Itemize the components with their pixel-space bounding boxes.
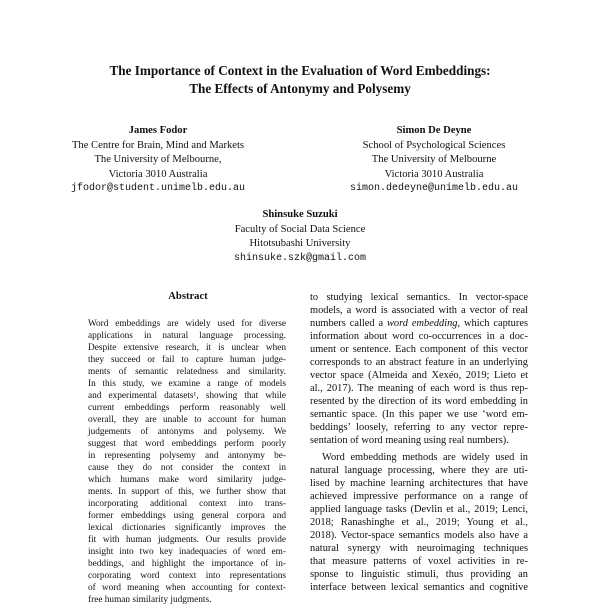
author-affiliation: The University of Melbourne bbox=[371, 154, 497, 166]
author-block-de-deyne bbox=[300, 124, 568, 197]
body-line: natural language processing, where they are uti- bbox=[310, 465, 528, 476]
abstract-line: ments. In support of this, we further show that bbox=[88, 487, 286, 497]
abstract-line: judgements of antonyms and polysemy. We bbox=[88, 427, 286, 437]
body-line: that measure patterns of voxel activities in re- bbox=[310, 556, 528, 567]
abstract-line: former embeddings using general corpora and bbox=[88, 511, 286, 521]
body-line: 2018). Vector-space semantics models also have a bbox=[310, 530, 528, 541]
abstract-line: they succeed or fail to capture human judge- bbox=[88, 355, 286, 365]
abstract-line: suggest that word embeddings perform poorly bbox=[88, 439, 286, 449]
body-line: natural synergy with neuroimaging techniques bbox=[310, 543, 528, 554]
author-name: James Fodor bbox=[128, 125, 188, 136]
abstract-line: ments of semantic relatedness and similarity. bbox=[88, 367, 286, 377]
body-line: 2018; Ranashinghe et al., 2019; Young et al., bbox=[310, 517, 528, 528]
author-block-fodor bbox=[20, 124, 296, 197]
body-line: vector space (Almeida and Xexéo, 2019; Lieto et bbox=[310, 370, 528, 381]
abstract-line: Despite extensive research, it is unclear when bbox=[88, 343, 286, 353]
author-affiliation: Victoria 3010 Australia bbox=[384, 168, 484, 180]
abstract-line: Word embeddings are widely used for diverse bbox=[88, 319, 286, 329]
body-line: achieved impressive performance on a range of bbox=[310, 491, 528, 502]
abstract-line: fit with human judgments. Our results provide bbox=[88, 535, 286, 545]
body-line: semantic space. (In this paper we use ‘word em- bbox=[310, 409, 528, 420]
body-line: information about word co-occurrences in a doc- bbox=[310, 331, 528, 342]
author-block-suzuki bbox=[150, 208, 450, 266]
body-line: sentation of word meaning using real numbers). bbox=[310, 435, 509, 446]
author-affiliation: The University of Melbourne, bbox=[94, 154, 222, 166]
title-line-1: The Importance of Context in the Evaluation of Word Embeddings: bbox=[109, 63, 491, 78]
body-line: ument or sentence. Each component of this vector bbox=[310, 344, 528, 355]
abstract-line: which humans make word similarity judge- bbox=[88, 475, 286, 485]
abstract-line: beddings, and highlight the importance of in- bbox=[88, 559, 286, 569]
author-affiliation: Hitotsubashi University bbox=[249, 238, 351, 250]
abstract-line: insight into two key inadequacies of word em- bbox=[88, 547, 286, 557]
author-name: Simon De Deyne bbox=[396, 125, 472, 136]
author-email[interactable]: simon.dedeyne@unimelb.edu.au bbox=[349, 183, 519, 195]
term-word-embedding: word embedding bbox=[387, 318, 458, 329]
author-email[interactable]: jfodor@student.unimelb.edu.au bbox=[70, 183, 246, 195]
abstract-line: free human similarity judgments. bbox=[88, 595, 212, 605]
abstract-line: in representing polysemy and antonymy be- bbox=[88, 451, 286, 461]
body-line: sponse to linguistic stimuli, thus providing an bbox=[310, 569, 528, 580]
abstract-line: and experimental datasets¹, showing that while bbox=[88, 391, 286, 401]
author-affiliation: The Centre for Brain, Mind and Markets bbox=[71, 139, 245, 151]
abstract-line: cause they do not consider the context in bbox=[88, 463, 286, 473]
abstract-line: current embeddings perform reasonably well bbox=[88, 403, 286, 413]
body-line: corresponds to an abstract feature in an underlying bbox=[310, 357, 528, 368]
body-line: Word embedding methods are widely used in bbox=[322, 452, 528, 463]
abstract-line: applications in natural language processing. bbox=[88, 331, 286, 341]
abstract-line: In this study, we examine a range of models bbox=[88, 379, 286, 389]
body-line: models, a word is associated with a vector of real bbox=[310, 305, 528, 316]
abstract-heading: Abstract bbox=[168, 291, 208, 302]
body-line: to studying lexical semantics. In vector-space bbox=[310, 292, 528, 303]
author-affiliation: School of Psychological Sciences bbox=[362, 139, 506, 151]
abstract-line: incorporating additional context into trans- bbox=[88, 499, 286, 509]
title-line-2: The Effects of Antonymy and Polysemy bbox=[189, 81, 411, 96]
body-line: al., 2017). The meaning of each word is thus rep- bbox=[310, 383, 528, 394]
author-email[interactable]: shinsuke.szk@gmail.com bbox=[233, 252, 367, 264]
body-text-run: , which captures bbox=[457, 318, 528, 329]
body-line: applied language tasks (Devlin et al., 2019; Lenci, bbox=[310, 504, 528, 515]
body-line bbox=[310, 318, 528, 331]
body-text-run: numbers called a bbox=[310, 318, 384, 329]
author-affiliation: Victoria 3010 Australia bbox=[108, 168, 208, 180]
body-line: interface between lexical semantics and cognitive bbox=[310, 582, 528, 593]
abstract-line: overall, they are unable to account for human bbox=[88, 415, 286, 425]
body-line: resented by the direction of its word embedding in bbox=[310, 396, 528, 407]
author-name: Shinsuke Suzuki bbox=[262, 209, 338, 220]
abstract-line: lexical dictionaries significantly improves the bbox=[88, 523, 286, 533]
abstract-line: corporating word context into representations bbox=[88, 571, 286, 581]
author-affiliation: Faculty of Social Data Science bbox=[234, 223, 366, 235]
body-line: lised by machine learning architectures that have bbox=[310, 478, 528, 489]
body-line: beddings’ loosely, referring to any vector repre- bbox=[310, 422, 528, 433]
paper-title bbox=[0, 62, 600, 98]
abstract-line: of word meaning when accounting for context- bbox=[88, 583, 286, 593]
